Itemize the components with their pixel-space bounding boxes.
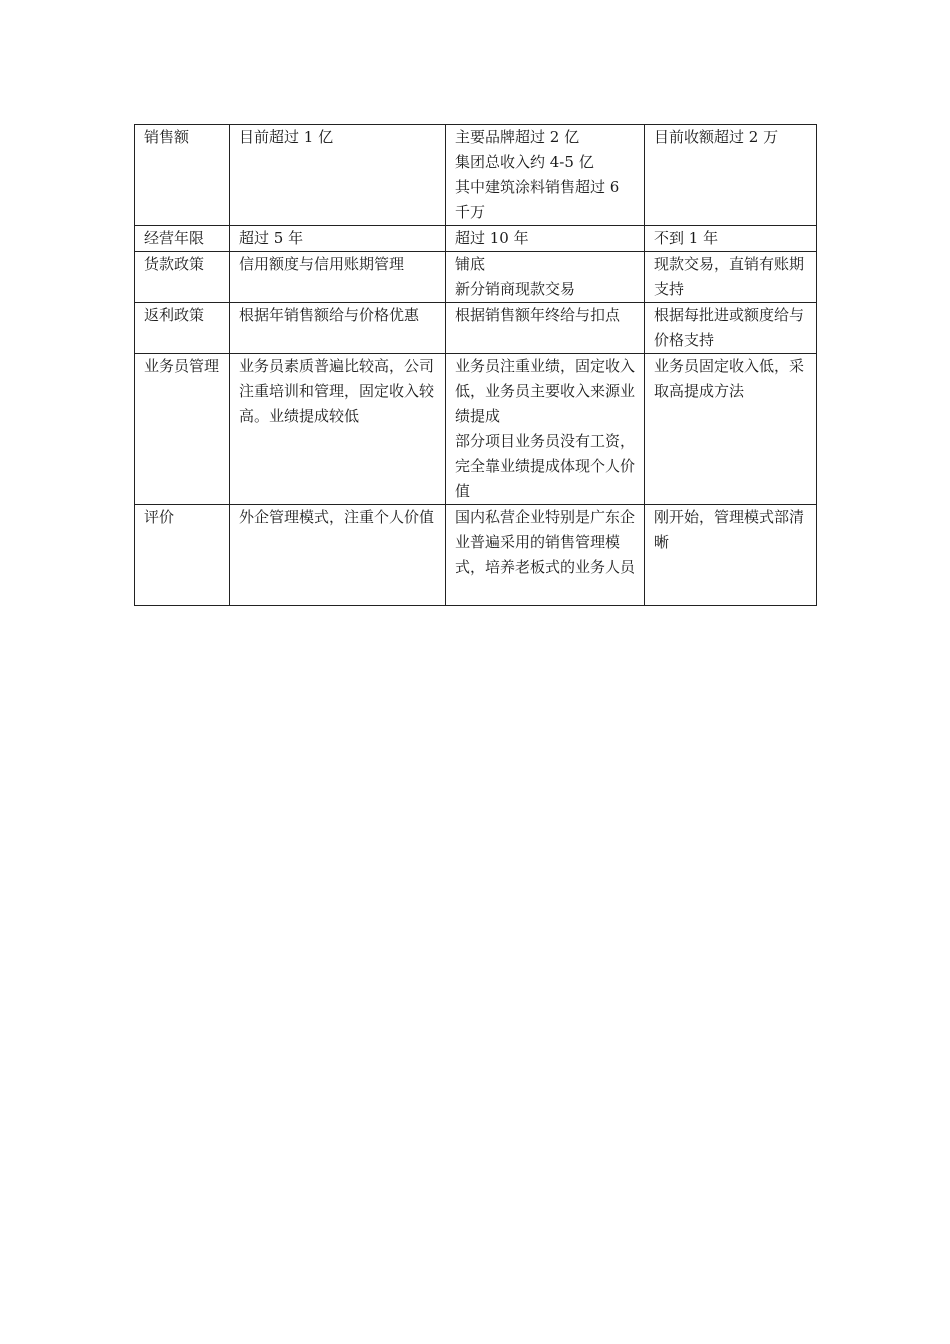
cell-text: 目前超过 1 亿 [239, 128, 334, 146]
row-label: 销售额 [144, 128, 190, 146]
row-label: 业务员管理 [144, 357, 220, 375]
table-cell [446, 303, 645, 354]
table-cell [645, 303, 817, 354]
cell-text: 国内私营企业特别是广东企业普遍采用的销售管理模式，培养老板式的业务人员 [455, 508, 636, 576]
row-label-cell [135, 226, 230, 252]
cell-text: 目前收额超过 2 万 [654, 128, 779, 146]
table-row [135, 226, 817, 252]
table-cell [230, 303, 446, 354]
cell-text: 根据每批进或额度给与价格支持 [654, 306, 805, 349]
cell-text: 刚开始，管理模式部清晰 [654, 508, 805, 551]
cell-text: 根据销售额年终给与扣点 [455, 306, 621, 324]
row-label-cell [135, 125, 230, 226]
cell-text: 业务员固定收入低，采取高提成方法 [654, 357, 805, 400]
cell-text: 外企管理模式，注重个人价值 [239, 508, 435, 526]
cell-text: 超过 5 年 [239, 229, 304, 247]
cell-text: 根据年销售额给与价格优惠 [239, 306, 420, 324]
table-row [135, 252, 817, 303]
comparison-table [134, 124, 817, 606]
cell-text: 集团总收入约 4-5 亿 [455, 153, 594, 171]
cell-text: 不到 1 年 [654, 229, 719, 247]
row-label: 评价 [144, 508, 175, 526]
cell-text: 超过 10 年 [455, 229, 529, 247]
row-label-cell [135, 505, 230, 606]
cell-text: 信用额度与信用账期管理 [239, 255, 405, 273]
cell-text: 铺底 [455, 255, 486, 273]
table-cell [446, 505, 645, 606]
cell-text: 新分销商现款交易 [455, 280, 576, 298]
row-label-cell [135, 303, 230, 354]
table-row [135, 303, 817, 354]
table-cell [446, 354, 645, 505]
row-label-cell [135, 354, 230, 505]
table-cell [230, 354, 446, 505]
cell-text: 主要品牌超过 2 亿 [455, 128, 580, 146]
table-cell [446, 125, 645, 226]
table-cell [230, 226, 446, 252]
table-row [135, 354, 817, 505]
table-row [135, 505, 817, 606]
cell-text: 业务员注重业绩，固定收入低，业务员主要收入来源业绩提成 [455, 357, 636, 425]
row-label-cell [135, 252, 230, 303]
row-label: 返利政策 [144, 306, 205, 324]
table-cell [230, 505, 446, 606]
cell-text: 其中建筑涂料销售超过 6 千万 [455, 178, 620, 221]
table-cell [645, 505, 817, 606]
cell-text: 现款交易，直销有账期支持 [654, 255, 805, 298]
table-cell [230, 252, 446, 303]
table-cell [645, 252, 817, 303]
cell-text: 业务员素质普遍比较高，公司注重培训和管理，固定收入较高。业绩提成较低 [239, 357, 435, 425]
row-label: 货款政策 [144, 255, 205, 273]
table-row [135, 125, 817, 226]
table-cell [230, 125, 446, 226]
table-cell [645, 354, 817, 505]
table-cell [645, 226, 817, 252]
table-cell [645, 125, 817, 226]
table-cell [446, 252, 645, 303]
table-cell [446, 226, 645, 252]
row-label: 经营年限 [144, 229, 205, 247]
cell-text: 部分项目业务员没有工资，完全靠业绩提成体现个人价值 [455, 432, 636, 500]
